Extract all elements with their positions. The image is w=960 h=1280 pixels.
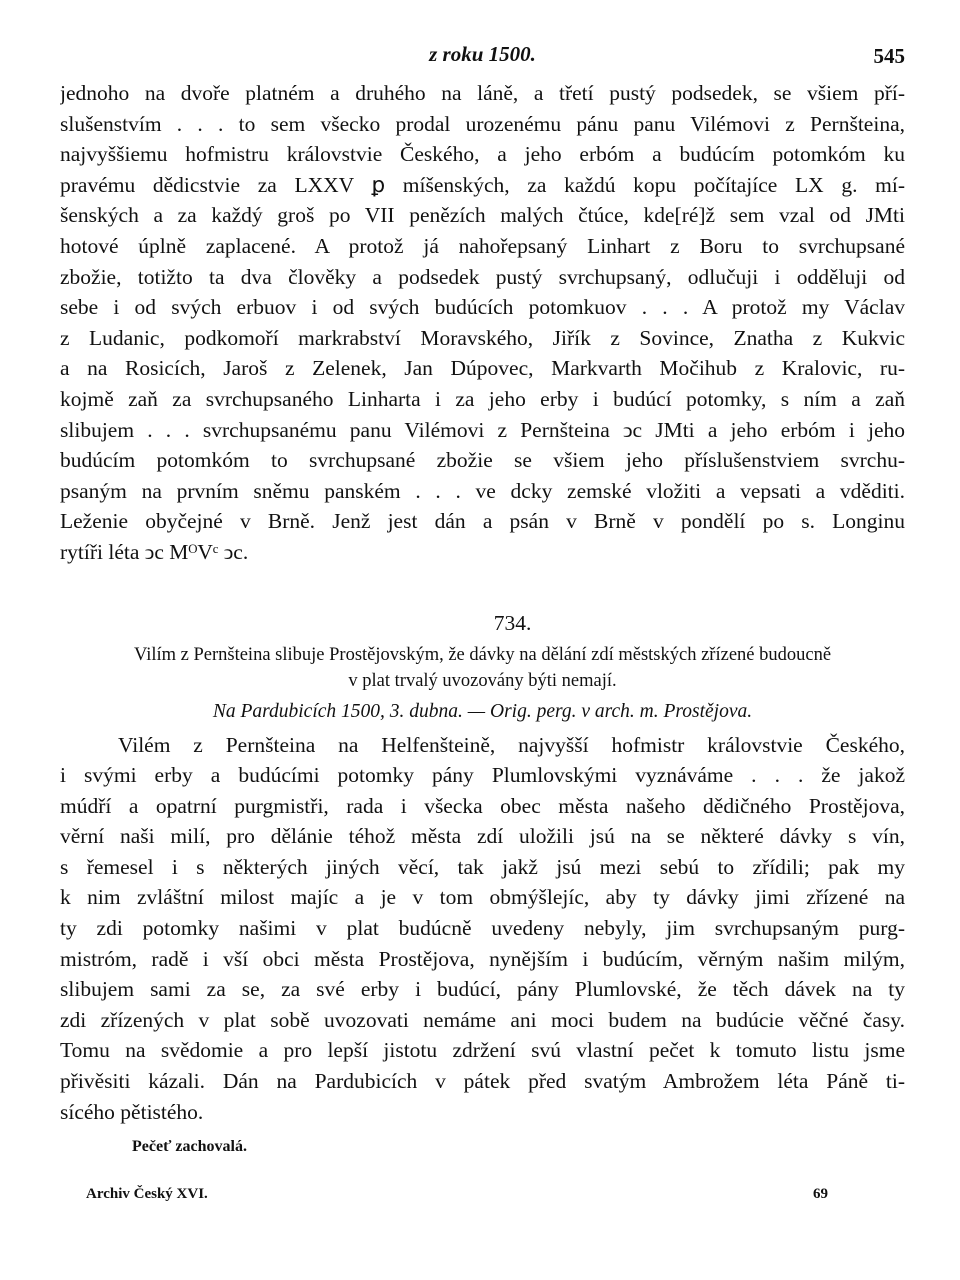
text-line: budúcím potomkóm to svrchupsané zbožie se všiem jeho příslušenstviem svrchu- (60, 448, 905, 473)
body-line: i svými erby a budúcími potomky pány Plumlovskými vyznáváme . . . že jakož (60, 763, 905, 788)
text-line-last: rytíři léta ↄc MᴼVᶜ ↄc. (60, 539, 249, 564)
body-line: k nim zvláštní milost majíc a je v tom obmýšlejíc, aby ty dávky jimi zřízené na (60, 885, 905, 910)
text-line: kojmě zaň za svrchupsaného Linharta i za jeho erby i budúcí potomky, s ním a zaň (60, 386, 905, 411)
summary-line: Vilím z Pernšteina slibuje Prostějovským, že dávky na dělání zdí městských zřízené budoucně (133, 644, 832, 665)
text-line: a na Rosicích, Jaroš z Zelenek, Jan Dúpovec, Markvarth Močihub z Kralovic, ru- (60, 356, 905, 381)
text-line: z Ludanic, podkomoří markrabství Moravského, Jiřík z Sovince, Znatha z Kukvic (60, 325, 905, 350)
text-line: jednoho na dvoře platném a druhého na láně, a třetí pustý podsedek, se všiem pří- (60, 81, 905, 105)
seal-note: Pečeť zachovalá. (132, 1138, 247, 1156)
body-line: mistróm, radě i vší obci města Prostějova, nynějším i budúcím, věrným našim milým, (60, 946, 905, 971)
text-line: zbožie, totižto ta dva člověky a podsedek pustý svrchupsaný, odlučuji i odděluji od (60, 264, 905, 289)
running-head (60, 40, 905, 78)
body-line: přivěsiti kázali. Dán na Pardubicích v pátek před svatým Ambrožem léta Páně ti- (60, 1069, 905, 1094)
text-line: šenských a za každý groš po VII penězích malých čtúce, kde[ré]ž sem vzal od JMti (60, 203, 905, 228)
summary-line: v plat trvalý uvozovány býti nemají. (348, 670, 617, 691)
body-line: věrní naši milí, pro dělánie téhož města zdí uložili jsú na se některé dávky s vín, (60, 824, 905, 849)
body-line-first: Vilém z Pernšteina na Helfenšteině, najvyšší hofmistr královstvie Českého, (118, 732, 905, 757)
page-footer (60, 1186, 900, 1210)
text-line: sebe i od svých erbuov i od svých budúcích potomkuov . . . A protož my Václav (60, 295, 905, 320)
body-line: Tomu na svědomie a pro lepší jistotu zdržení svú vlastní pečet k tomuto listu jsme (60, 1038, 905, 1063)
running-title: z roku 1500. (429, 42, 536, 66)
text-line: slibujem . . . svrchupsanému panu Vilémovi z Pernšteina ↄc JMti a jeho erbóm i jeho (60, 417, 905, 442)
sheet-number: 69 (813, 1186, 828, 1202)
body-line: zdi zřízených v plat sobě uvozovati nemáme ani moci budem na budúcie věčné časy. (60, 1007, 905, 1032)
body-line: slibujem sami za se, za své erby i budúcí, pány Plumlovské, že těch dávek na ty (60, 977, 905, 1002)
document-source: Na Pardubicích 1500, 3. dubna. — Orig. perg. v arch. m. Prostějova. (212, 700, 753, 722)
body-line: s řemesel i s některých jiných věcí, tak jakž jsú mezi sebú to zřídili; pak my (60, 854, 905, 879)
page-number: 545 (873, 44, 905, 68)
body-line: múdří a opatrní purgmistři, rada i všecka obec města našeho dědičného Prostějova, (60, 793, 905, 818)
signature-mark: Archiv Český XVI. (86, 1186, 208, 1202)
body-line: ty zdi potomky našimi v plat budúcně uvedeny nebyly, jim svrchupsaným purg- (60, 916, 905, 941)
document-body (60, 730, 905, 1128)
text-line: najvyššiemu hofmistru královstvie Českého, a jeho erbóm a budúcím potomkóm ku (60, 142, 905, 167)
text-line: hotové úplně zaplacené. A protož já nahořepsaný Linhart z Boru to svrchupsané (60, 233, 905, 258)
text-line: Leženie obyčejné v Brně. Jenž jest dán a psán v Brně v pondělí po s. Longinu (60, 509, 905, 534)
book-page (60, 40, 905, 1240)
document-number: 734. (493, 610, 532, 635)
text-line: psaným na prvním sněmu panském . . . ve dcky zemské vložiti a vepsati a vděditi. (60, 478, 905, 503)
body-line-last: sícého pětistého. (60, 1099, 204, 1124)
text-line: pravému dědicstvie za LXXV ꝑ míšenských, za každú kopu počítajíce LX g. mí- (60, 172, 905, 197)
text-line: slušenstvím . . . to sem všecko prodal urozenému pánu panu Vilémovi z Pernšteina, (60, 111, 905, 136)
document-summary (60, 642, 905, 694)
previous-document-text (60, 78, 905, 568)
